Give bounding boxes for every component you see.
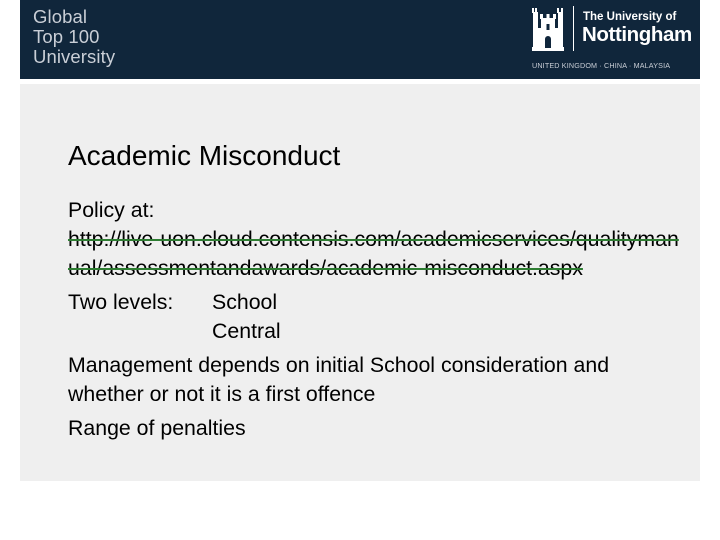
levels-row (68, 288, 684, 346)
campuses: UNITED KINGDOM · CHINA · MALAYSIA (532, 61, 671, 70)
tagline (33, 7, 115, 67)
university-prefix: The University of (583, 11, 677, 23)
tagline-line: Top 100 (33, 26, 100, 47)
tagline-line: University (33, 46, 116, 67)
slide-body (68, 196, 684, 443)
logo-divider (573, 6, 574, 51)
levels-label: Two levels: (68, 290, 174, 314)
content-panel (20, 84, 700, 481)
level-item: School (212, 290, 278, 314)
level-item: Central (212, 319, 281, 343)
policy-label: Policy at: (68, 198, 155, 222)
university-name: Nottingham (582, 23, 692, 46)
levels-list (212, 288, 281, 346)
castle-crest-icon (532, 6, 564, 52)
policy-link[interactable]: http://live-uon.cloud.contensis.com/academicservices/qualitymanual/assessmentandawards/academic-misconduct.aspx (68, 227, 679, 280)
slide-title: Academic Misconduct (68, 140, 341, 171)
header-banner (20, 0, 700, 79)
tagline-line: Global (33, 6, 88, 27)
penalties-text: Range of penalties (68, 416, 246, 440)
management-text: Management depends on initial School consideration and whether or not it is a first offence (68, 353, 610, 406)
